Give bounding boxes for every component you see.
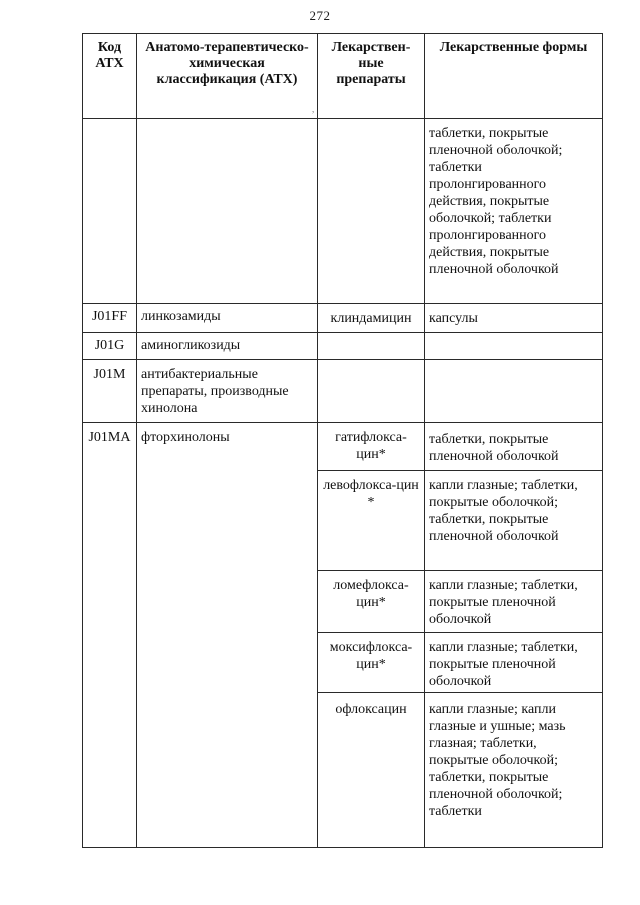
cell-classification: антибактериальные препараты, производные хинолона — [137, 360, 318, 423]
header-forms: Лекарственные формы — [425, 34, 603, 119]
cell-forms: таблетки, покрытые пленочной оболочкой; таблетки пролонгированного действия, покрытые оболочкой; таблетки пролонгированного действия, покрытые пленочной оболочкой — [425, 119, 603, 304]
table-row — [83, 304, 603, 333]
cell-drug — [318, 333, 425, 360]
cell-classification: аминогликозиды — [137, 333, 318, 360]
cell-forms — [425, 360, 603, 423]
cell-forms: капли глазные; таблетки, покрытые пленочной оболочкой — [425, 633, 603, 693]
header-code: Код АТХ — [83, 34, 137, 119]
cell-drug: моксифлокса-цин* — [318, 633, 425, 693]
cell-drug: левофлокса-цин * — [318, 471, 425, 571]
cell-forms: капсулы — [425, 304, 603, 333]
page-number: 272 — [309, 8, 331, 23]
header-drugs: Лекарствен-ные препараты — [318, 34, 425, 119]
cell-forms — [425, 333, 603, 360]
scan-mark: , — [312, 104, 315, 114]
cell-code: J01M — [83, 360, 137, 423]
table-row — [83, 333, 603, 360]
cell-classification: фторхинолоны — [137, 423, 318, 848]
cell-classification: линкозамиды — [137, 304, 318, 333]
header-classification: Анатомо-терапевтическо-химическая классификация (АТХ) — [137, 34, 318, 119]
cell-drug: гатифлокса-цин* — [318, 423, 425, 471]
table-row — [83, 360, 603, 423]
cell-forms: таблетки, покрытые пленочной оболочкой — [425, 423, 603, 471]
table-row — [83, 423, 603, 471]
cell-code: J01MA — [83, 423, 137, 848]
cell-code — [83, 119, 137, 304]
atx-table — [82, 33, 603, 848]
table-row — [83, 119, 603, 304]
cell-forms: капли глазные; капли глазные и ушные; мазь глазная; таблетки, покрытые оболочкой; таблетки, покрытые пленочной оболочкой; таблетки — [425, 693, 603, 848]
header-row — [83, 34, 603, 119]
cell-classification — [137, 119, 318, 304]
cell-code: J01G — [83, 333, 137, 360]
cell-drug: клиндамицин — [318, 304, 425, 333]
cell-drug — [318, 119, 425, 304]
cell-drug — [318, 360, 425, 423]
cell-forms: капли глазные; таблетки, покрытые оболочкой; таблетки, покрытые пленочной оболочкой — [425, 471, 603, 571]
cell-code: J01FF — [83, 304, 137, 333]
cell-drug: офлоксацин — [318, 693, 425, 848]
cell-forms: капли глазные; таблетки, покрытые пленочной оболочкой — [425, 571, 603, 633]
cell-drug: ломефлокса-цин* — [318, 571, 425, 633]
